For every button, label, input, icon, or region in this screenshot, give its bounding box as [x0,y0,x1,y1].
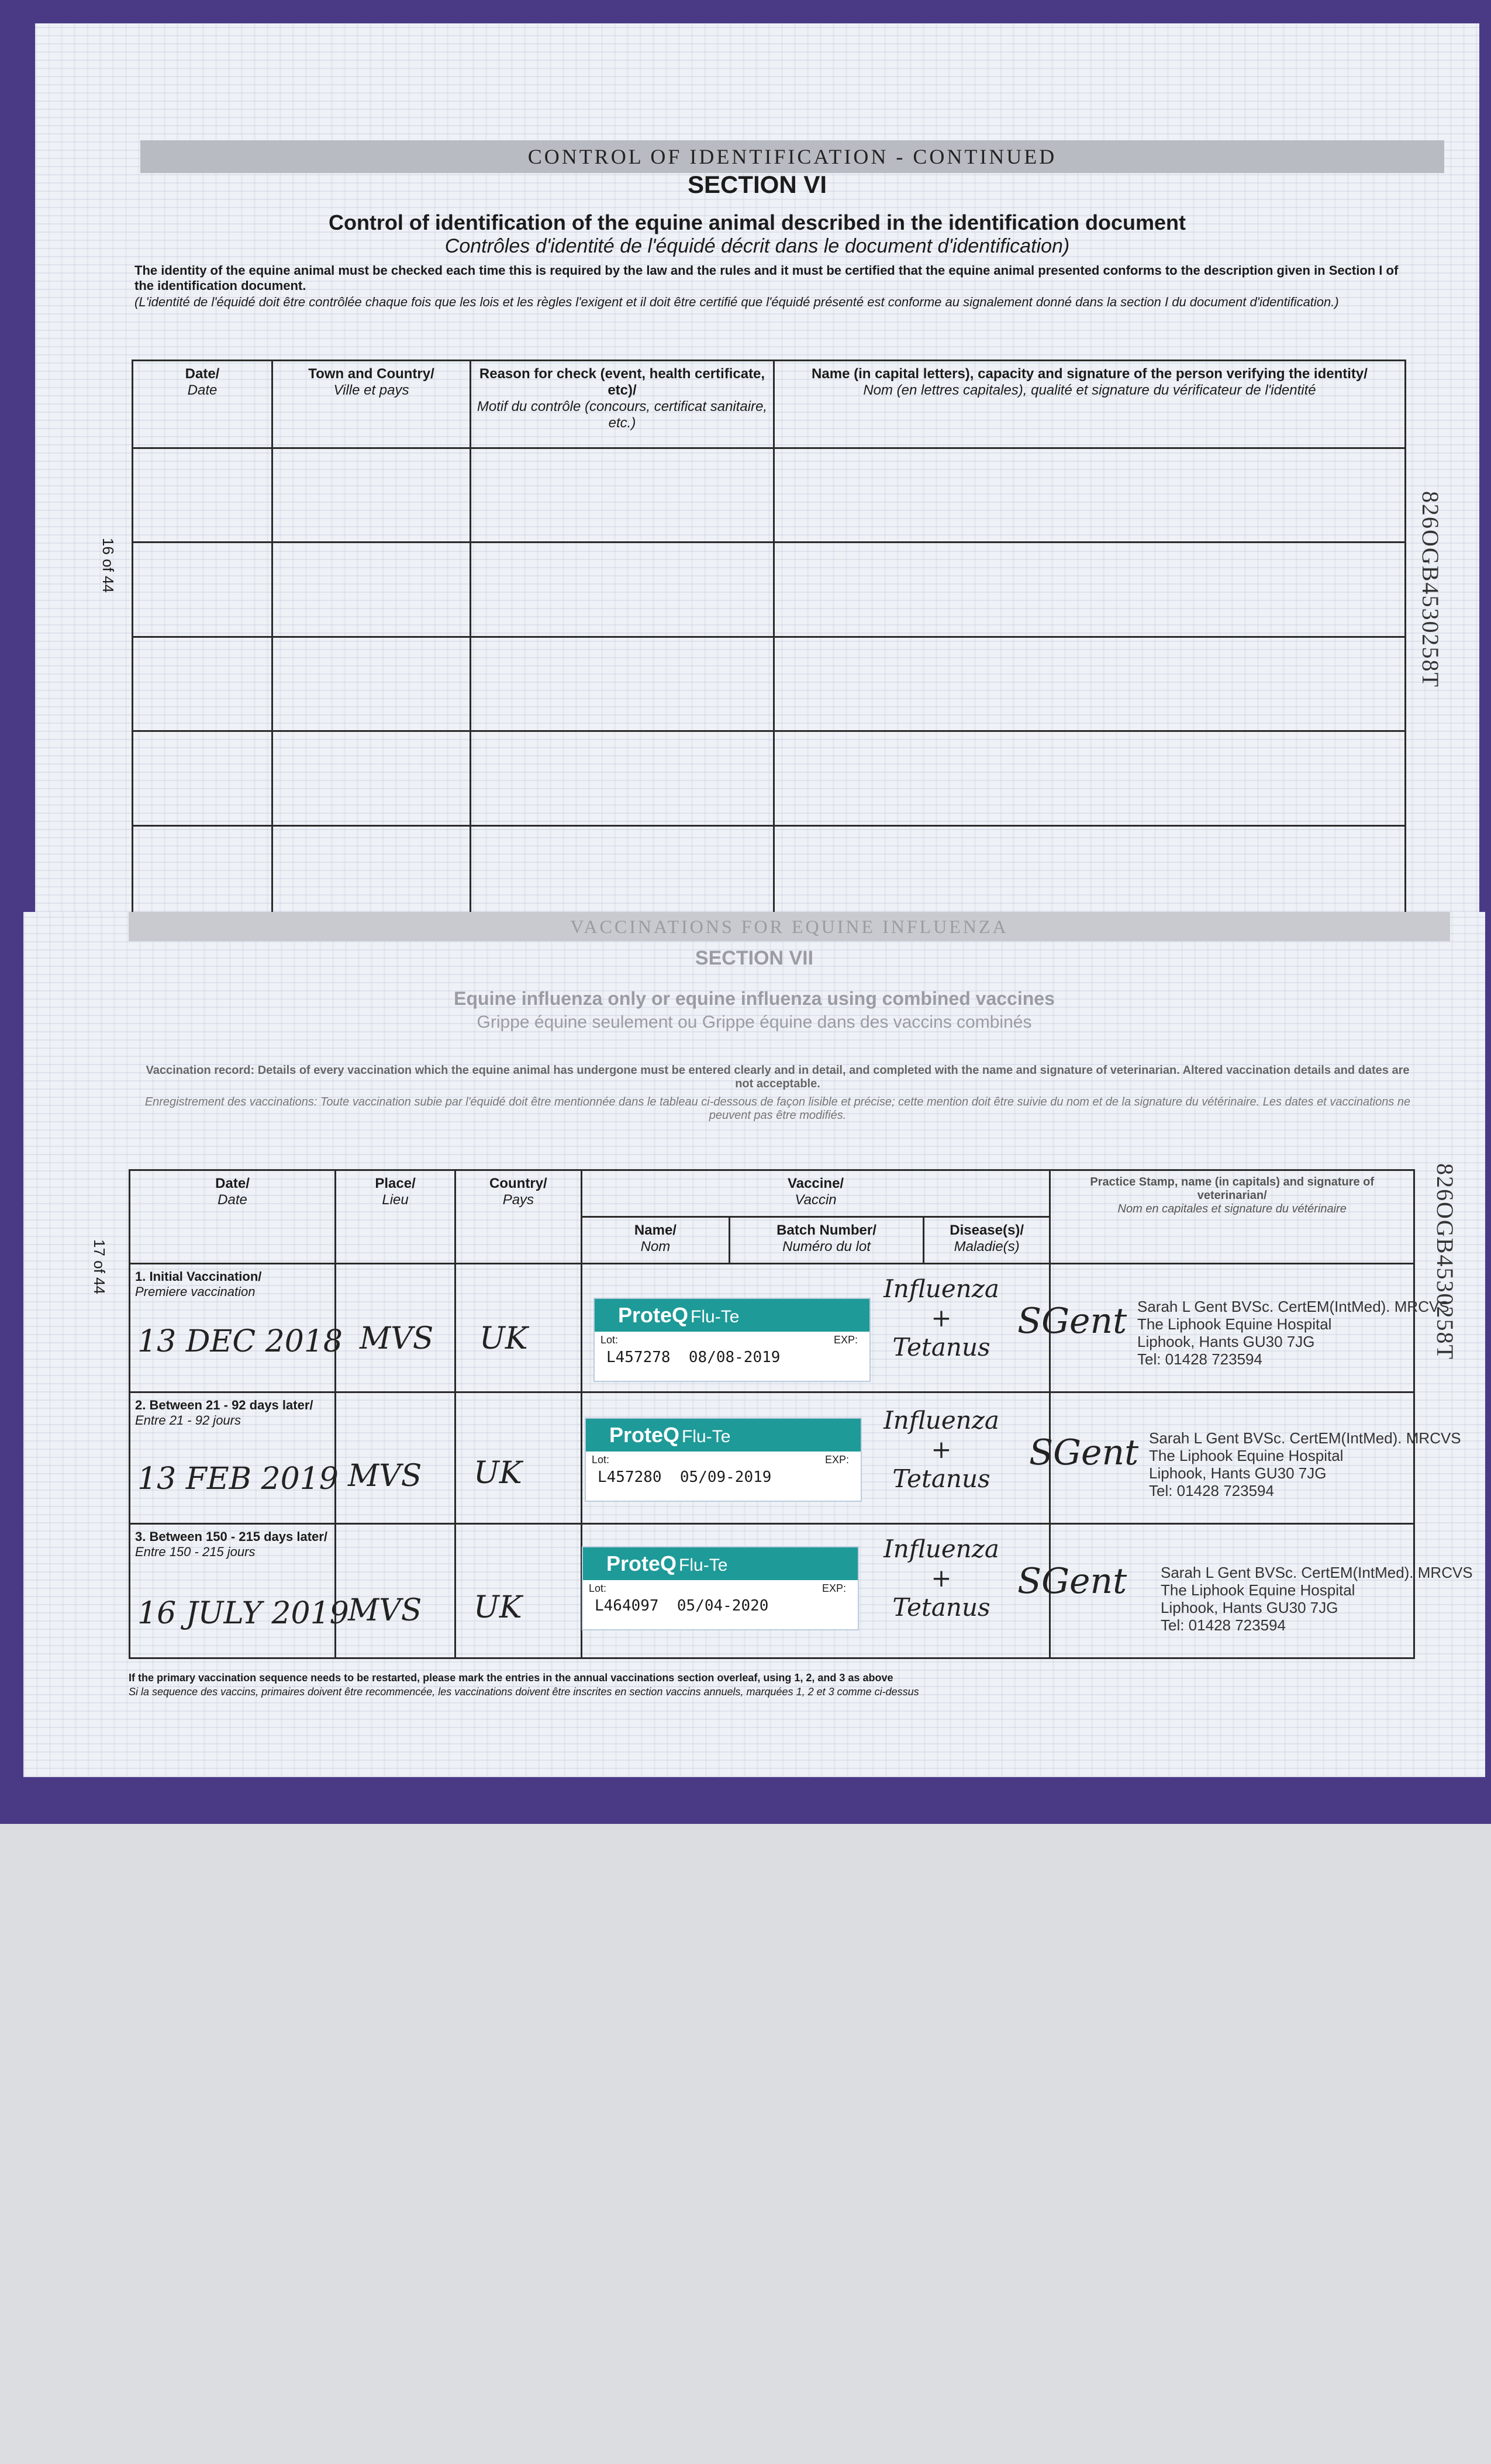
title-en-bottom: Equine influenza only or equine influenza using combined vaccines [454,988,1055,1009]
practice-stamp-2: Sarah L Gent BVSc. CertEM(IntMed). MRCVS The Liphook Equine Hospital Liphook, Hants GU30 7JG Tel: 01428 723594 [1149,1429,1461,1499]
vacc-country-1: UK [479,1321,528,1356]
signature-1: SGent [1017,1301,1127,1342]
practice-stamp-3: Sarah L Gent BVSc. CertEM(IntMed). MRCVS The Liphook Equine Hospital Liphook, Hants GU30 7JG Tel: 01428 723594 [1161,1564,1473,1634]
section-banner-top: CONTROL OF IDENTIFICATION - CONTINUED [140,140,1444,173]
col-vaccine-name: Name/ Nom [581,1217,729,1264]
signature-2: SGent [1029,1432,1139,1473]
row-label-cell: 3. Between 150 - 215 days later/ Entre 150 - 215 jours [130,1524,336,1658]
table-row [133,448,1406,542]
vacc-place-1: MVS [360,1321,434,1356]
page-17 [23,912,1485,1777]
passport-serial-bottom: 826OGB4530258T [1432,1163,1458,1360]
record-fr: Enregistrement des vaccinations: Toute vaccination subie par l'équidé doit être mentionnée dans le tableau ci-dessous de façon lisible et précise; cette mention doit être suivie du nom et de la signature du vétérinaire. Les dates et vaccinations ne peuvent pas être modifiés. [144,1096,1411,1122]
vaccine-sticker-1: ProteQ Flu-Te Lot: EXP: L457278 08/08-2019 [593,1298,871,1382]
col-town-country: Town and Country/ Ville et pays [272,361,471,448]
section-banner-bottom: VACCINATIONS FOR EQUINE INFLUENZA [129,912,1450,941]
table-row [133,637,1406,731]
intro-en-top: The identity of the equine animal must be checked each time this is required by the law and the rules and it must be certified that the equine animal presented conforms to the description given in Section I of the identification document. [134,263,1399,293]
page-number-17: 17 of 44 [91,1239,108,1294]
vacc-country-3: UK [474,1590,522,1625]
row-label-cell: 2. Between 21 - 92 days later/ Entre 21 - 92 jours [130,1392,336,1524]
disease-2: Influenza + Tetanus [883,1406,999,1493]
col-reason: Reason for check (event, health certificate, etc)/ Motif du contrôle (concours, certificat sanitaire, etc.) [471,361,774,448]
col-place: Place/ Lieu [336,1170,455,1264]
vacc-place-3: MVS [348,1593,422,1628]
vaccine-sticker-3: ProteQ Flu-Te Lot: EXP: L464097 05/04-2020 [582,1546,859,1630]
disease-1: Influenza + Tetanus [883,1274,999,1361]
title-fr-bottom: Grippe équine seulement ou Grippe équine dans des vaccins combinés [477,1012,1032,1032]
col-date: Date/ Date [133,361,272,448]
title-fr-top: Contrôles d'identité de l'équidé décrit dans le document d'identification) [444,235,1070,257]
col-vaccine: Vaccine/ Vaccin [581,1170,1050,1217]
vacc-date-3: 16 JULY 2019 [137,1596,349,1631]
title-en-top: Control of identification of the equine animal described in the identification document [328,210,1186,234]
vacc-date-1: 13 DEC 2018 [137,1324,343,1359]
col-practice-stamp: Practice Stamp, name (in capitals) and signature of veterinarian/ Nom en capitales et signature du vétérinaire [1050,1170,1414,1264]
page-number-16: 16 of 44 [99,538,117,593]
identification-check-table [132,360,1406,921]
disease-3: Influenza + Tetanus [883,1535,999,1622]
col-batch: Batch Number/ Numéro du lot [730,1217,924,1264]
col-disease: Disease(s)/ Maladie(s) [923,1217,1050,1264]
footer-fr: Si la sequence des vaccins, primaires doivent être recommencée, les vaccinations doivent être inscrites en section vaccins annuels, marquées 1, 2 et 3 comme ci-dessus [129,1686,919,1698]
table-row [133,731,1406,825]
footer-en: If the primary vaccination sequence needs to be restarted, please mark the entries in the annual vaccinations section overleaf, using 1, 2, and 3 as above [129,1672,893,1684]
vacc-country-2: UK [474,1456,522,1491]
intro-fr-top: (L'identité de l'équidé doit être contrôlée chaque fois que les lois et les règles l'exigent et il doit être certifié que l'équidé présenté est conforme au signalement donné dans la section I du document d'identification.) [134,295,1339,309]
passport-serial-top: 826OGB4530258T [1417,491,1444,688]
page-16 [35,23,1479,912]
table-row [133,542,1406,637]
section-title-bottom: SECTION VII [695,947,814,969]
section-title-top: SECTION VI [687,171,827,198]
table-row [133,825,1406,920]
signature-3: SGent [1017,1561,1127,1602]
col-vacc-date: Date/ Date [130,1170,336,1264]
vacc-place-2: MVS [348,1459,422,1494]
vacc-date-2: 13 FEB 2019 [137,1461,339,1497]
col-country: Country/ Pays [455,1170,582,1264]
col-verifier: Name (in capital letters), capacity and signature of the person verifying the identity/ Nom (en lettres capitales), qualité et signature du vérificateur de l'identité [774,361,1406,448]
practice-stamp-1: Sarah L Gent BVSc. CertEM(IntMed). MRCVS The Liphook Equine Hospital Liphook, Hants GU30 7JG Tel: 01428 723594 [1137,1298,1449,1368]
row-label-cell: 1. Initial Vaccination/ Premiere vaccination [130,1264,336,1392]
record-en: Vaccination record: Details of every vaccination which the equine animal has undergone must be entered clearly and in detail, and completed with the name and signature of veterinarian. Altered vaccination details and dates are not acceptable. [146,1064,1410,1090]
vaccine-sticker-2: ProteQ Flu-Te Lot: EXP: L457280 05/09-2019 [585,1418,862,1502]
